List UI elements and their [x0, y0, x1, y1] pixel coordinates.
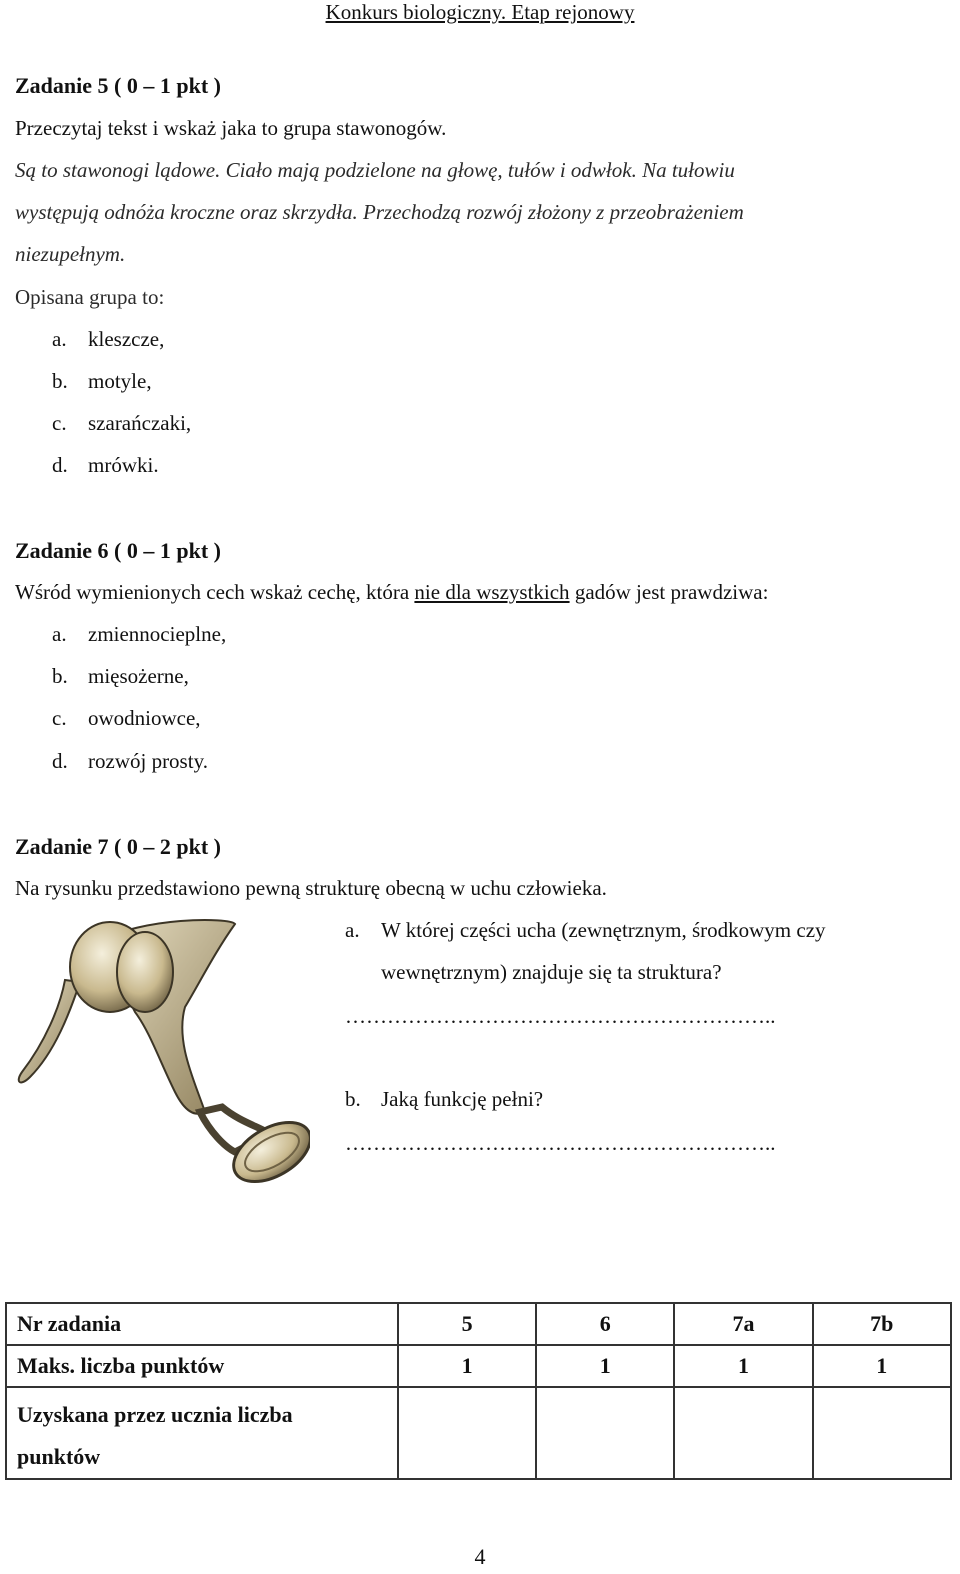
task5-option-c[interactable] — [52, 413, 191, 434]
question-letter: a. — [345, 918, 360, 942]
task6-option-a[interactable] — [52, 624, 226, 645]
question-text-start: Wśród wymienionych cech wskaż cechę, która — [15, 580, 415, 604]
table-cell: 1 — [674, 1345, 812, 1387]
task6-option-d[interactable] — [52, 751, 208, 772]
task5-text-line-2: występują odnóża kroczne oraz skrzydła. Przechodzą rozwój złożony z przeobrażeniem — [15, 200, 744, 224]
option-text: owodniowce, — [88, 706, 201, 730]
task7a-answer-line[interactable]: …………………………………………………….. — [345, 1004, 776, 1028]
score-input-cell[interactable] — [398, 1387, 536, 1479]
task7-title: Zadanie 7 ( 0 – 2 pkt ) — [15, 834, 221, 859]
table-row-task-numbers — [6, 1303, 951, 1345]
task7a-question-line-2: wewnętrznym) znajduje się ta struktura? — [381, 960, 722, 984]
option-text: zmiennocieplne, — [88, 622, 227, 646]
option-letter: d. — [52, 453, 68, 477]
task6-question — [15, 582, 768, 603]
option-letter: b. — [52, 369, 68, 393]
option-text: mięsożerne, — [88, 664, 189, 688]
table-row-max-points — [6, 1345, 951, 1387]
task6-option-b[interactable] — [52, 666, 189, 687]
task5-text-line-1: Są to stawonogi lądowe. Ciało mają podzielone na głowę, tułów i odwłok. Na tułowiu — [15, 158, 735, 182]
option-letter: c. — [52, 411, 67, 435]
incus-head — [117, 932, 173, 1012]
table-cell: 1 — [536, 1345, 674, 1387]
option-letter: a. — [52, 327, 67, 351]
row-label: Maks. liczba punktów — [6, 1345, 398, 1387]
task5-option-b[interactable] — [52, 371, 152, 392]
task5-title: Zadanie 5 ( 0 – 1 pkt ) — [15, 73, 221, 98]
score-table — [5, 1302, 952, 1480]
row-label: Nr zadania — [6, 1303, 398, 1345]
task7-intro: Na rysunku przedstawiono pewną strukturę obecną w uchu człowieka. — [15, 876, 607, 900]
question-underlined: nie dla wszystkich — [414, 580, 570, 604]
option-letter: a. — [52, 622, 67, 646]
row-label-line-1: Uzyskana przez ucznia liczba — [17, 1402, 293, 1427]
question-text: Jaką funkcję pełni? — [381, 1087, 544, 1111]
table-cell: 1 — [813, 1345, 951, 1387]
task6-option-c[interactable] — [52, 708, 201, 729]
table-cell: 6 — [536, 1303, 674, 1345]
task5-text-line-3: niezupełnym. — [15, 242, 126, 266]
malleus-handle — [19, 980, 80, 1082]
page-header: Konkurs biologiczny. Etap rejonowy — [325, 0, 635, 24]
page-number: 4 — [474, 1544, 486, 1569]
option-text: motyle, — [88, 369, 152, 393]
task5-option-d[interactable] — [52, 455, 159, 476]
score-input-cell[interactable] — [674, 1387, 812, 1479]
task5-option-a[interactable] — [52, 329, 164, 350]
task5-prompt: Opisana grupa to: — [15, 285, 165, 309]
score-input-cell[interactable] — [536, 1387, 674, 1479]
task7b-answer-line[interactable]: …………………………………………………….. — [345, 1131, 776, 1155]
row-label — [6, 1387, 398, 1479]
option-letter: c. — [52, 706, 67, 730]
task7b-question — [345, 1089, 543, 1110]
task7a-question — [345, 920, 826, 941]
stapes-footplate — [224, 1110, 310, 1194]
option-text: rozwój prosty. — [88, 749, 208, 773]
option-text: szarańczaki, — [88, 411, 192, 435]
option-text: mrówki. — [88, 453, 159, 477]
table-row-student-points — [6, 1387, 951, 1479]
table-cell: 7b — [813, 1303, 951, 1345]
table-cell: 7a — [674, 1303, 812, 1345]
option-text: kleszcze, — [88, 327, 165, 351]
question-line-1: W której części ucha (zewnętrznym, środkowym czy — [381, 918, 826, 942]
task6-title: Zadanie 6 ( 0 – 1 pkt ) — [15, 538, 221, 563]
question-text-end: gadów jest prawdziwa: — [569, 580, 769, 604]
option-letter: d. — [52, 749, 68, 773]
task5-instruction: Przeczytaj tekst i wskaż jaka to grupa stawonogów. — [15, 116, 447, 140]
table-cell: 1 — [398, 1345, 536, 1387]
question-letter: b. — [345, 1087, 361, 1111]
ossicles-illustration — [10, 912, 310, 1202]
score-input-cell[interactable] — [813, 1387, 951, 1479]
row-label-line-2: punktów — [17, 1444, 101, 1469]
option-letter: b. — [52, 664, 68, 688]
table-cell: 5 — [398, 1303, 536, 1345]
